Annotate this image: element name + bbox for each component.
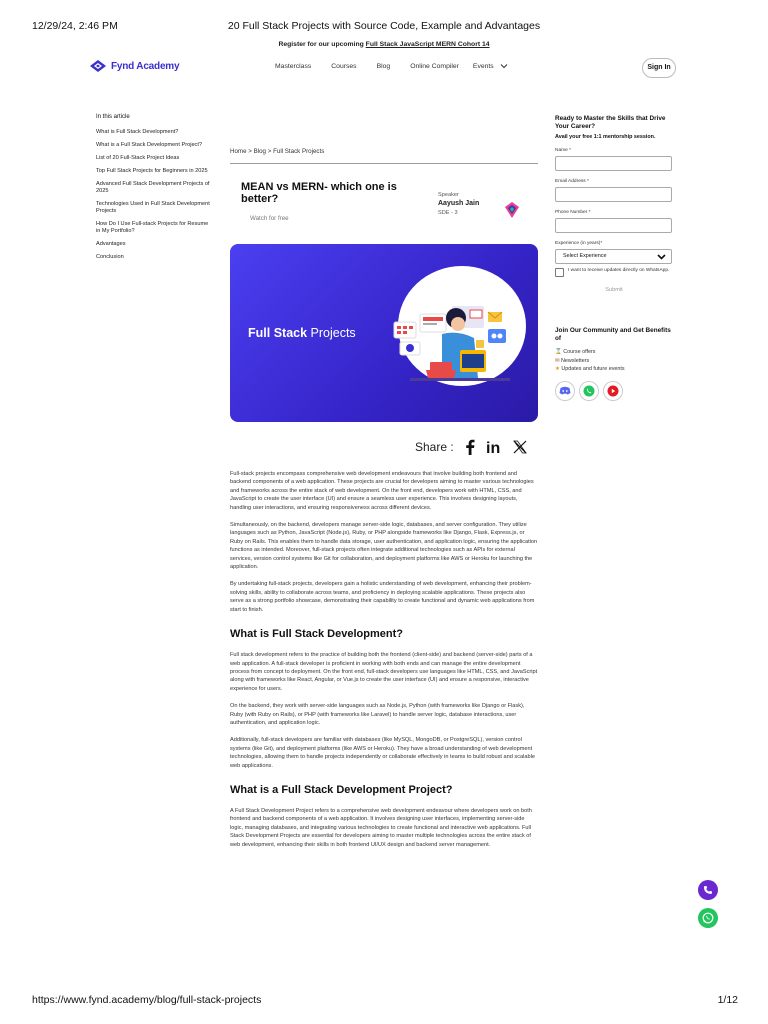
phone-input[interactable] [555, 218, 672, 233]
phone-icon [703, 885, 713, 895]
submit-button[interactable]: Submit [605, 287, 623, 293]
newsletter-icon: ✉ [555, 357, 560, 364]
watch-free-link[interactable]: Watch for free [250, 215, 289, 222]
toc-item[interactable]: How Do I Use Full-stack Projects for Resume in My Portfolio? [96, 221, 209, 234]
hero-title-rest: Projects [307, 326, 356, 340]
banner-text: Register for our upcoming [278, 41, 366, 48]
share-label: Share : [415, 440, 454, 454]
experience-select-value: Select Experience [563, 253, 607, 259]
toc-item[interactable]: Advanced Full Stack Development Projects of 2025 [96, 181, 210, 194]
banner-link[interactable]: Full Stack JavaScript MERN Cohort 14 [365, 41, 490, 48]
article-paragraph: By undertaking full-stack projects, developers gain a holistic understanding of web development, enhancing their problem-solving skills, ability to collaborate across teams, and proficiency in deploying scalable applications. These projects also serve as a strong portfolio showcase, demonstrating their capability to create functional and dynamic web applications from start to finish. [230, 581, 535, 613]
email-label: Email Address * [555, 179, 589, 184]
print-url: https://www.fynd.academy/blog/full-stack-projects [32, 994, 262, 1006]
nav-blog[interactable]: Blog [376, 63, 391, 70]
benefit-label: Newsletters [561, 357, 590, 364]
breadcrumb-current: Full Stack Projects [273, 148, 325, 155]
article-paragraph: Additionally, full-stack developers are familiar with databases (like MySQL, MongoDB, or PostgreSQL), version control systems (like Git), and deployment platforms (like AWS or Heroku). They have a broad understanding of web development technologies, allowing them to handle projects independently or collaborate effectively in teams to build robust and scalable web applications. [230, 737, 535, 769]
benefit-label: Updates and future events [561, 366, 625, 373]
breadcrumb [230, 148, 324, 155]
community-heading: Join Our Community and Get Benefits of [555, 327, 671, 342]
article-paragraph: Full stack development refers to the practice of building both the frontend (client-side) and backend (server-side) parts of a web application. A full-stack developer is proficient in working with both ends and can manage the entire development process from concept to deployment. On the front end, full-stack developers use languages like HTML, CSS, and JavaScript along with frameworks like React, Angular, or Vue.js to create the user interface (UI) and ensure a responsive, interactive experience for users. [230, 652, 538, 692]
x-twitter-icon[interactable] [513, 440, 527, 454]
chevron-down-icon [657, 254, 666, 260]
logo-icon [89, 59, 107, 73]
phone-label: Phone Number * [555, 210, 591, 215]
nav-online-compiler[interactable]: Online Compiler [410, 63, 459, 70]
bell-icon: ★ [555, 366, 560, 373]
name-label: Name * [555, 148, 571, 153]
form-heading: Ready to Master the Skills that Drive Your Career? [555, 115, 666, 130]
community-benefits [555, 348, 673, 374]
nav-events-label: Events [472, 63, 494, 70]
whatsapp-consent [555, 268, 673, 277]
benefit-item [555, 357, 673, 366]
call-button[interactable] [698, 880, 718, 900]
nav-courses[interactable]: Courses [331, 63, 357, 70]
youtube-icon[interactable] [603, 381, 623, 401]
table-of-contents [96, 114, 214, 267]
whatsapp-consent-label: I want to receive updates directly on WhatsApp. [568, 268, 670, 273]
benefit-item [555, 365, 673, 374]
nav-masterclass[interactable]: Masterclass [275, 63, 312, 70]
print-page-number: 1/12 [717, 994, 738, 1006]
speaker-label: Speaker [438, 192, 459, 198]
toc-item[interactable]: List of 20 Full-Stack Project Ideas [96, 155, 180, 161]
sign-in-button[interactable]: Sign In [642, 58, 676, 78]
logo-text: Fynd Academy [111, 60, 180, 72]
article-paragraph: Full-stack projects encompass comprehensive web development endeavours that involve building both frontend and backend components of a web application. These projects are crucial for developers aiming to master various technologies and frameworks across the entire stack of web development. On the front end, developers work with HTML, CSS, and JavaScript to create the user interface (UI) and ensure a seamless user experience. This involves designing layouts, handling user interactions, and ensuring responsiveness across different devices. [230, 471, 534, 511]
speaker-role: SDE - 3 [438, 210, 458, 216]
nav-events[interactable] [473, 63, 508, 70]
logo[interactable] [89, 59, 179, 73]
main-nav [275, 63, 508, 70]
email-input[interactable] [555, 187, 672, 202]
breadcrumb-separator: > [267, 148, 272, 155]
toc-item[interactable]: Conclusion [96, 254, 124, 260]
breadcrumb-home[interactable]: Home [230, 148, 247, 155]
section-heading-full-stack-project: What is a Full Stack Development Project? [230, 783, 453, 796]
community-panel [555, 327, 673, 401]
speaker-name: Aayush Jain [438, 200, 480, 207]
mentorship-form [555, 115, 673, 293]
developer-illustration [370, 254, 530, 404]
toc-item[interactable]: Technologies Used in Full Stack Development Projects [96, 201, 210, 214]
toc-item[interactable]: Top Full Stack Projects for Beginners in 2025 [96, 168, 208, 174]
whatsapp-icon[interactable] [579, 381, 599, 401]
benefit-item [555, 348, 673, 357]
divider [230, 163, 538, 164]
whatsapp-chat-button[interactable] [698, 908, 718, 928]
print-title: 20 Full Stack Projects with Source Code, Example and Advantages [227, 20, 541, 32]
discord-icon[interactable] [555, 381, 575, 401]
share-bar [415, 439, 527, 455]
article-body [230, 470, 538, 858]
name-input[interactable] [555, 156, 672, 171]
article-paragraph: On the backend, they work with server-side languages such as Node.js, Python (with frameworks like Django or Flask), Ruby (with Ruby on Rails), or PHP (with frameworks like Laravel) to handle server logic, database interactions, user authentication, and application logic. [230, 703, 525, 726]
whatsapp-consent-checkbox[interactable] [555, 268, 564, 277]
section-heading-full-stack-development: What is Full Stack Development? [230, 628, 403, 641]
linkedin-icon[interactable] [486, 440, 503, 454]
toc-item[interactable]: What is a Full Stack Development Project? [96, 142, 203, 148]
facebook-icon[interactable] [464, 439, 476, 455]
toc-item[interactable]: Advantages [96, 241, 126, 247]
toc-heading: In this article [96, 114, 130, 120]
print-date: 12/29/24, 2:46 PM [32, 20, 118, 32]
announcement-banner [0, 41, 768, 48]
article-paragraph: A Full Stack Development Project refers to a comprehensive web development endeavour where developers work on both frontend and backend components of a web application. It involves designing user interfaces, implementing server-side logic, managing databases, and integrating various technologies to create functional and interactive web applications. Full Stack Development Projects are essential for developers aiming to master multiple technologies across the entire stack of web development, enhancing their skills in both frontend UI/UX design and backend server management. [230, 807, 532, 848]
promo-title: MEAN vs MERN- which one is better? [241, 181, 397, 205]
article-paragraph: Simultaneously, on the backend, developers manage server-side logic, databases, and server configuration. They utilize languages such as Python, JavaScript (Node.js), Ruby, or PHP alongside frameworks like Django, Flask, Express.js, or Ruby on Rails. This enables them to handle data storage, user authentication, and application logic, ensuring the application functions as intended. Moreover, full-stack projects often integrate additional technologies such as APIs for external services, version control systems like Git for collaboration, and deployment platforms like AWS or Heroku for launching the application. [230, 522, 538, 571]
toc-item[interactable]: What is Full Stack Development? [96, 129, 179, 135]
breadcrumb-blog[interactable]: Blog [253, 148, 266, 155]
experience-label: Experience (in years)* [555, 241, 603, 246]
chevron-down-icon [500, 63, 508, 69]
breadcrumb-separator: > [248, 148, 252, 155]
experience-select[interactable] [555, 249, 672, 264]
masterclass-promo-card[interactable] [230, 173, 538, 233]
hero-title-bold: Full Stack [248, 326, 308, 340]
benefit-label: Course offers [563, 349, 596, 355]
social-links [555, 381, 673, 401]
hero-banner [230, 244, 538, 422]
svg-text:in: in [485, 440, 500, 454]
hero-title [248, 326, 356, 340]
hourglass-icon: ⌛ [555, 349, 562, 355]
whatsapp-icon [702, 912, 714, 924]
speaker-avatar-icon [504, 201, 520, 219]
form-subheading: Avail your free 1:1 mentorship session. [555, 134, 656, 140]
